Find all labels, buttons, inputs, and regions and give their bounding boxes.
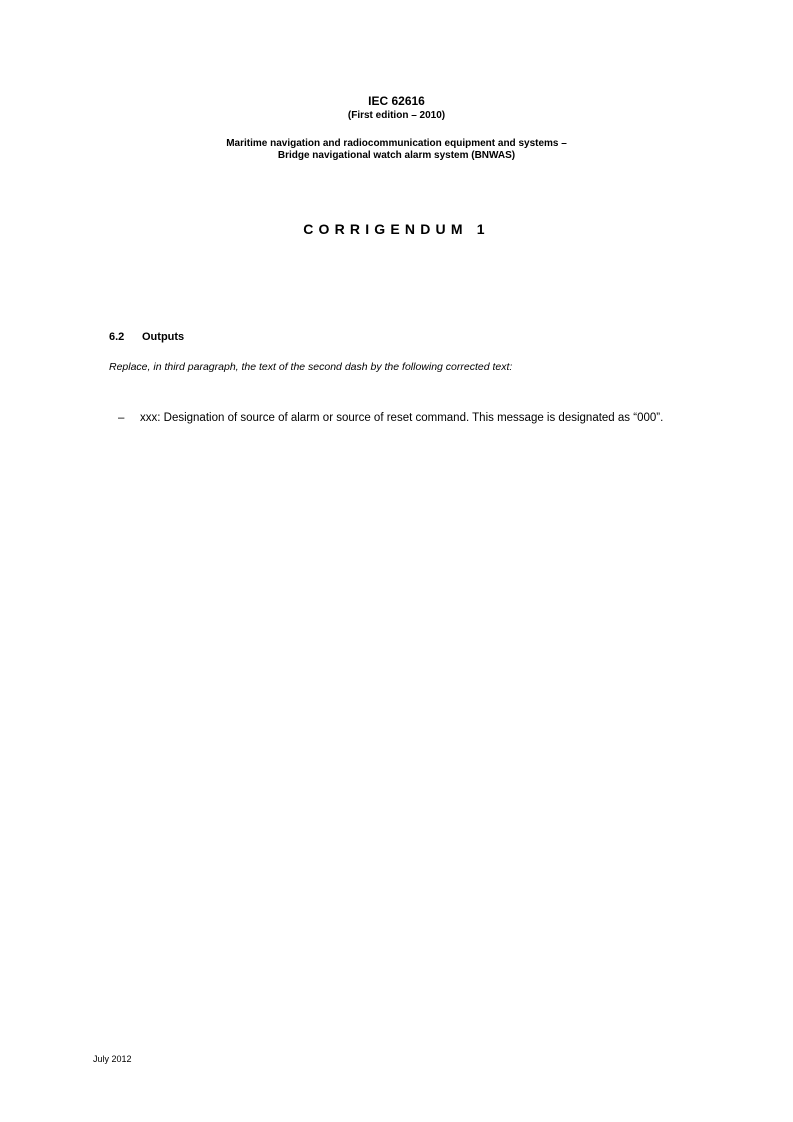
section-heading: [109, 331, 184, 344]
corrigendum-title: CORRIGENDUM 1: [303, 221, 490, 237]
standard-number: IEC 62616: [368, 94, 425, 108]
section-title: Outputs: [142, 331, 185, 343]
footer-date: July 2012: [93, 1054, 132, 1064]
list-item: [118, 412, 698, 425]
edition-label: (First edition – 2010): [347, 110, 446, 121]
document-title-line-1: Maritime navigation and radiocommunication equipment and systems –: [226, 138, 567, 149]
section-instruction: Replace, in third paragraph, the text of the second dash by the following corrected text:: [109, 361, 513, 373]
section-number: 6.2: [109, 331, 125, 343]
document-title-line-2: Bridge navigational watch alarm system (BNWAS): [277, 150, 516, 161]
list-item-text: xxx: Designation of source of alarm or source of reset command. This message is designated as “000”.: [140, 412, 664, 424]
dash-marker: –: [118, 412, 125, 424]
